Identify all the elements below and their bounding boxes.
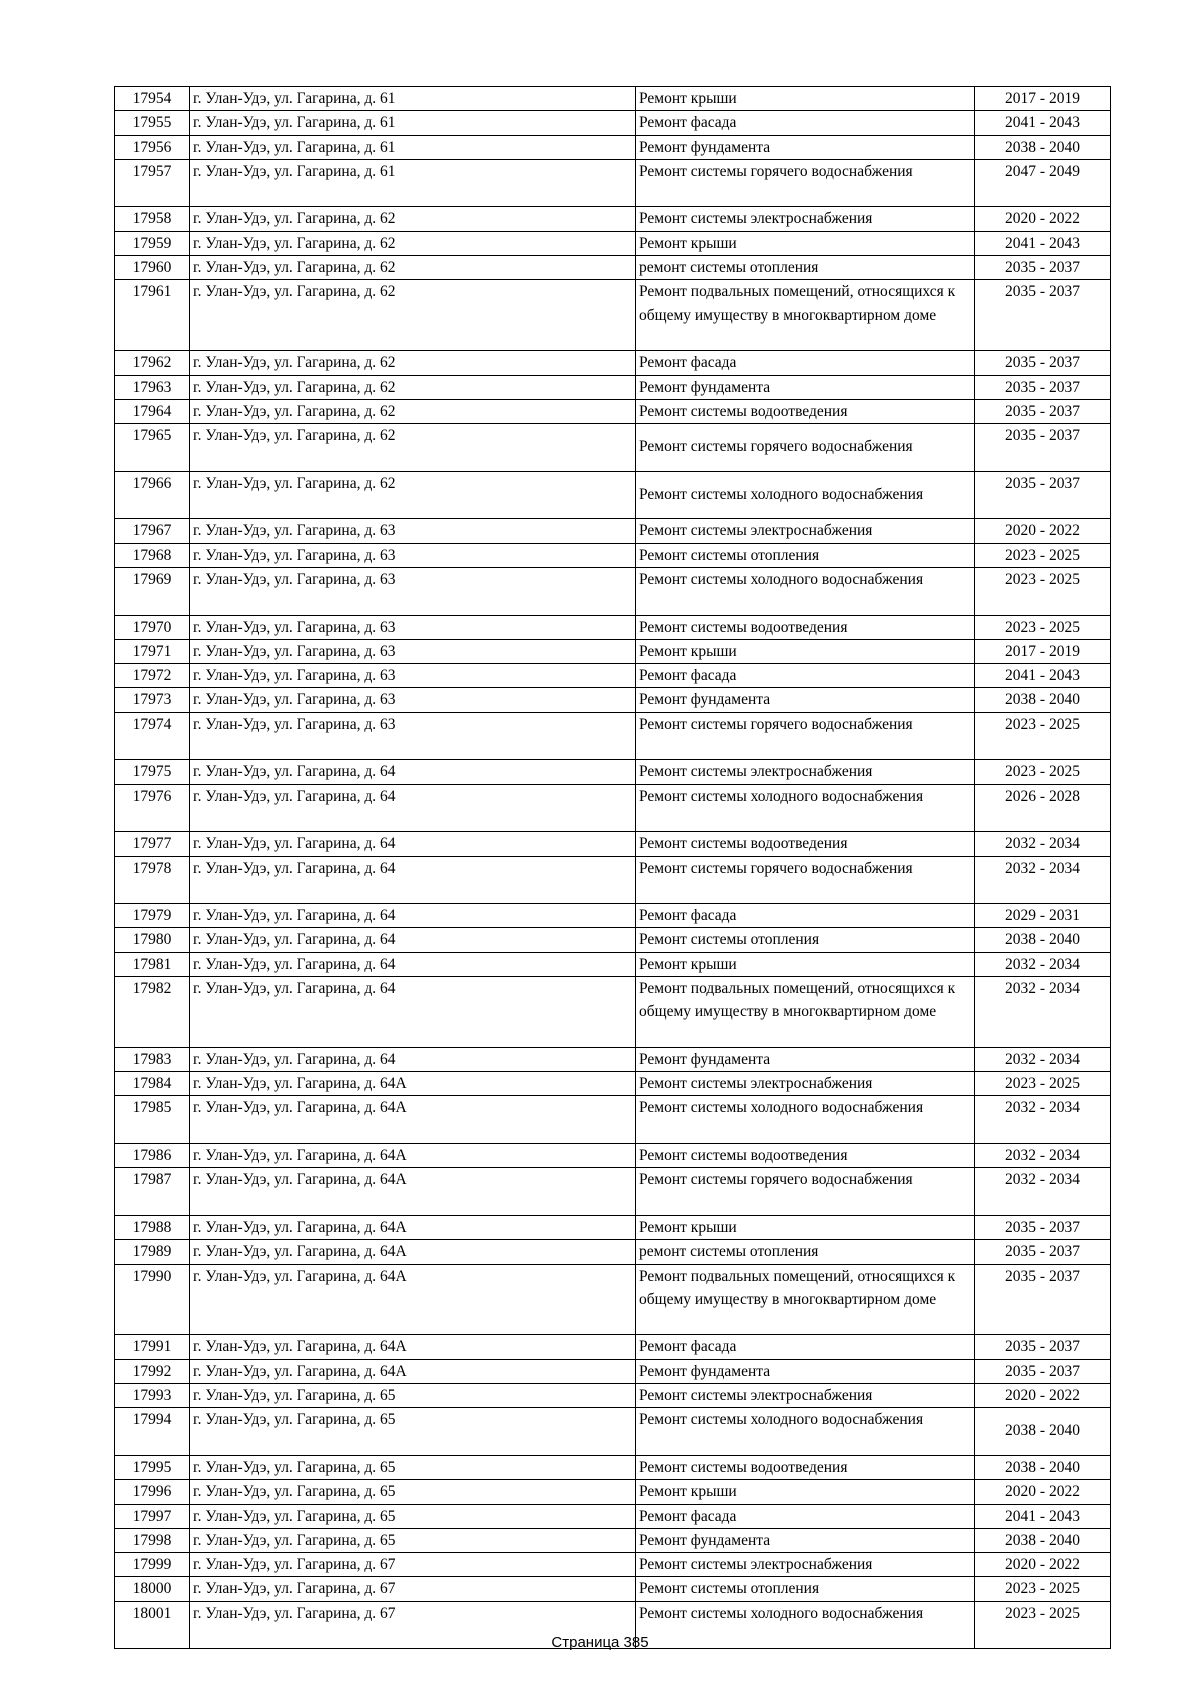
row-address: г. Улан-Удэ, ул. Гагарина, д. 64 (190, 1047, 636, 1071)
table-row (115, 135, 1111, 159)
row-years: 2023 - 2025 (975, 567, 1111, 615)
row-work-type: Ремонт фасада (636, 1335, 975, 1359)
row-years: 2035 - 2037 (975, 256, 1111, 280)
table-row (115, 1384, 1111, 1408)
row-number: 18000 (115, 1577, 190, 1601)
table-row (115, 1504, 1111, 1528)
row-years: 2035 - 2037 (975, 424, 1111, 472)
row-years: 2038 - 2040 (975, 1528, 1111, 1552)
repair-schedule-table (114, 86, 1111, 1649)
row-years: 2038 - 2040 (975, 1408, 1111, 1456)
row-number: 17954 (115, 87, 190, 111)
row-years: 2020 - 2022 (975, 519, 1111, 543)
table-row (115, 399, 1111, 423)
table-row (115, 664, 1111, 688)
row-number: 17967 (115, 519, 190, 543)
row-work-type: Ремонт системы холодного водоснабжения (636, 784, 975, 832)
row-work-type: Ремонт системы холодного водоснабжения (636, 1601, 975, 1649)
row-work-type: Ремонт фундамента (636, 688, 975, 712)
row-address: г. Улан-Удэ, ул. Гагарина, д. 64 (190, 976, 636, 1047)
row-work-type: Ремонт фасада (636, 664, 975, 688)
row-work-type: Ремонт системы горячего водоснабжения (636, 1168, 975, 1216)
row-number: 17962 (115, 351, 190, 375)
table-row (115, 424, 1111, 472)
row-number: 17986 (115, 1144, 190, 1168)
row-work-type: Ремонт фасада (636, 351, 975, 375)
row-years: 2038 - 2040 (975, 1455, 1111, 1479)
row-address: г. Улан-Удэ, ул. Гагарина, д. 62 (190, 231, 636, 255)
row-number: 17961 (115, 280, 190, 351)
row-address: г. Улан-Удэ, ул. Гагарина, д. 64 (190, 928, 636, 952)
row-address: г. Улан-Удэ, ул. Гагарина, д. 62 (190, 280, 636, 351)
row-work-type: ремонт системы отопления (636, 1240, 975, 1264)
row-number: 17960 (115, 256, 190, 280)
row-years: 2035 - 2037 (975, 375, 1111, 399)
row-work-type: Ремонт фасада (636, 1504, 975, 1528)
row-work-type: Ремонт крыши (636, 1480, 975, 1504)
table-row (115, 615, 1111, 639)
row-address: г. Улан-Удэ, ул. Гагарина, д. 64А (190, 1240, 636, 1264)
row-work-type: Ремонт фундамента (636, 1047, 975, 1071)
row-number: 17984 (115, 1072, 190, 1096)
row-number: 17996 (115, 1480, 190, 1504)
row-number: 17983 (115, 1047, 190, 1071)
row-work-type: Ремонт крыши (636, 1215, 975, 1239)
row-address: г. Улан-Удэ, ул. Гагарина, д. 62 (190, 351, 636, 375)
row-work-type: Ремонт подвальных помещений, относящихся к общему имуществу в многоквартирном доме (636, 976, 975, 1047)
row-work-type: Ремонт системы электроснабжения (636, 519, 975, 543)
table-row (115, 567, 1111, 615)
row-years: 2032 - 2034 (975, 1047, 1111, 1071)
row-number: 17978 (115, 856, 190, 904)
row-years: 2041 - 2043 (975, 111, 1111, 135)
table-row (115, 280, 1111, 351)
table-row (115, 1408, 1111, 1456)
row-address: г. Улан-Удэ, ул. Гагарина, д. 64А (190, 1264, 636, 1335)
table-row (115, 952, 1111, 976)
row-number: 18001 (115, 1601, 190, 1649)
row-address: г. Улан-Удэ, ул. Гагарина, д. 64 (190, 760, 636, 784)
row-address: г. Улан-Удэ, ул. Гагарина, д. 62 (190, 375, 636, 399)
row-work-type: Ремонт фасада (636, 904, 975, 928)
row-years: 2035 - 2037 (975, 351, 1111, 375)
table-row (115, 1553, 1111, 1577)
row-number: 17999 (115, 1553, 190, 1577)
row-years: 2032 - 2034 (975, 856, 1111, 904)
row-address: г. Улан-Удэ, ул. Гагарина, д. 65 (190, 1455, 636, 1479)
row-years: 2023 - 2025 (975, 1577, 1111, 1601)
row-number: 17989 (115, 1240, 190, 1264)
row-address: г. Улан-Удэ, ул. Гагарина, д. 67 (190, 1601, 636, 1649)
row-years: 2041 - 2043 (975, 1504, 1111, 1528)
table-row (115, 375, 1111, 399)
page-number: Страница 385 (551, 1634, 649, 1651)
row-address: г. Улан-Удэ, ул. Гагарина, д. 64А (190, 1072, 636, 1096)
row-work-type: Ремонт системы горячего водоснабжения (636, 424, 975, 472)
row-work-type: Ремонт системы водоотведения (636, 1144, 975, 1168)
table-row (115, 1215, 1111, 1239)
row-address: г. Улан-Удэ, ул. Гагарина, д. 64А (190, 1359, 636, 1383)
row-address: г. Улан-Удэ, ул. Гагарина, д. 63 (190, 615, 636, 639)
row-number: 17958 (115, 207, 190, 231)
row-number: 17974 (115, 712, 190, 760)
row-number: 17963 (115, 375, 190, 399)
row-years: 2023 - 2025 (975, 1072, 1111, 1096)
row-work-type: Ремонт системы горячего водоснабжения (636, 712, 975, 760)
table-row (115, 688, 1111, 712)
row-number: 17981 (115, 952, 190, 976)
row-address: г. Улан-Удэ, ул. Гагарина, д. 64 (190, 952, 636, 976)
row-work-type: Ремонт системы отопления (636, 928, 975, 952)
row-address: г. Улан-Удэ, ул. Гагарина, д. 62 (190, 207, 636, 231)
row-number: 17994 (115, 1408, 190, 1456)
row-work-type: Ремонт крыши (636, 231, 975, 255)
row-address: г. Улан-Удэ, ул. Гагарина, д. 65 (190, 1528, 636, 1552)
row-years: 2032 - 2034 (975, 952, 1111, 976)
row-address: г. Улан-Удэ, ул. Гагарина, д. 64 (190, 784, 636, 832)
row-address: г. Улан-Удэ, ул. Гагарина, д. 64А (190, 1168, 636, 1216)
row-years: 2023 - 2025 (975, 712, 1111, 760)
row-address: г. Улан-Удэ, ул. Гагарина, д. 64А (190, 1335, 636, 1359)
row-address: г. Улан-Удэ, ул. Гагарина, д. 63 (190, 639, 636, 663)
row-address: г. Улан-Удэ, ул. Гагарина, д. 62 (190, 399, 636, 423)
row-address: г. Улан-Удэ, ул. Гагарина, д. 61 (190, 135, 636, 159)
table-row (115, 351, 1111, 375)
repair-schedule-body (115, 87, 1111, 1649)
row-years: 2023 - 2025 (975, 543, 1111, 567)
table-row (115, 1335, 1111, 1359)
row-years: 2041 - 2043 (975, 231, 1111, 255)
row-work-type: Ремонт системы электроснабжения (636, 207, 975, 231)
row-address: г. Улан-Удэ, ул. Гагарина, д. 63 (190, 543, 636, 567)
row-address: г. Улан-Удэ, ул. Гагарина, д. 61 (190, 159, 636, 207)
table-row (115, 639, 1111, 663)
row-work-type: Ремонт системы отопления (636, 1577, 975, 1601)
table-row (115, 856, 1111, 904)
table-row (115, 1168, 1111, 1216)
row-work-type: ремонт системы отопления (636, 256, 975, 280)
row-work-type: Ремонт системы водоотведения (636, 399, 975, 423)
row-number: 17964 (115, 399, 190, 423)
row-address: г. Улан-Удэ, ул. Гагарина, д. 63 (190, 688, 636, 712)
row-number: 17966 (115, 471, 190, 519)
row-number: 17956 (115, 135, 190, 159)
table-row (115, 1096, 1111, 1144)
row-number: 17972 (115, 664, 190, 688)
row-number: 17959 (115, 231, 190, 255)
row-number: 17991 (115, 1335, 190, 1359)
table-row (115, 1577, 1111, 1601)
row-address: г. Улан-Удэ, ул. Гагарина, д. 63 (190, 519, 636, 543)
row-years: 2020 - 2022 (975, 1480, 1111, 1504)
row-years: 2032 - 2034 (975, 1144, 1111, 1168)
row-work-type: Ремонт подвальных помещений, относящихся к общему имуществу в многоквартирном доме (636, 1264, 975, 1335)
row-work-type: Ремонт системы электроснабжения (636, 760, 975, 784)
row-number: 17980 (115, 928, 190, 952)
row-work-type: Ремонт системы холодного водоснабжения (636, 567, 975, 615)
table-row (115, 87, 1111, 111)
row-address: г. Улан-Удэ, ул. Гагарина, д. 67 (190, 1553, 636, 1577)
row-years: 2023 - 2025 (975, 1601, 1111, 1649)
row-number: 17971 (115, 639, 190, 663)
row-work-type: Ремонт системы электроснабжения (636, 1384, 975, 1408)
row-work-type: Ремонт крыши (636, 952, 975, 976)
row-years: 2035 - 2037 (975, 1215, 1111, 1239)
row-years: 2035 - 2037 (975, 1335, 1111, 1359)
table-row (115, 712, 1111, 760)
row-work-type: Ремонт подвальных помещений, относящихся к общему имуществу в многоквартирном доме (636, 280, 975, 351)
row-work-type: Ремонт системы водоотведения (636, 832, 975, 856)
table-row (115, 471, 1111, 519)
table-row (115, 231, 1111, 255)
row-years: 2047 - 2049 (975, 159, 1111, 207)
row-address: г. Улан-Удэ, ул. Гагарина, д. 65 (190, 1384, 636, 1408)
row-years: 2035 - 2037 (975, 280, 1111, 351)
row-address: г. Улан-Удэ, ул. Гагарина, д. 67 (190, 1577, 636, 1601)
table-row (115, 1047, 1111, 1071)
table-row (115, 519, 1111, 543)
row-work-type: Ремонт системы горячего водоснабжения (636, 159, 975, 207)
table-row (115, 1264, 1111, 1335)
row-address: г. Улан-Удэ, ул. Гагарина, д. 65 (190, 1480, 636, 1504)
row-address: г. Улан-Удэ, ул. Гагарина, д. 65 (190, 1504, 636, 1528)
row-number: 17968 (115, 543, 190, 567)
row-address: г. Улан-Удэ, ул. Гагарина, д. 64А (190, 1215, 636, 1239)
table-row (115, 784, 1111, 832)
row-years: 2020 - 2022 (975, 1384, 1111, 1408)
row-address: г. Улан-Удэ, ул. Гагарина, д. 62 (190, 256, 636, 280)
row-years: 2017 - 2019 (975, 87, 1111, 111)
table-row (115, 760, 1111, 784)
row-number: 17998 (115, 1528, 190, 1552)
row-work-type: Ремонт системы холодного водоснабжения (636, 471, 975, 519)
table-row (115, 928, 1111, 952)
row-address: г. Улан-Удэ, ул. Гагарина, д. 64 (190, 832, 636, 856)
row-work-type: Ремонт системы водоотведения (636, 615, 975, 639)
row-address: г. Улан-Удэ, ул. Гагарина, д. 65 (190, 1408, 636, 1456)
row-years: 2023 - 2025 (975, 760, 1111, 784)
row-years: 2032 - 2034 (975, 976, 1111, 1047)
table-row (115, 1240, 1111, 1264)
row-years: 2035 - 2037 (975, 1240, 1111, 1264)
row-years: 2038 - 2040 (975, 688, 1111, 712)
table-row (115, 1072, 1111, 1096)
row-years: 2035 - 2037 (975, 471, 1111, 519)
row-address: г. Улан-Удэ, ул. Гагарина, д. 64 (190, 904, 636, 928)
table-row (115, 543, 1111, 567)
row-years: 2035 - 2037 (975, 1359, 1111, 1383)
row-years: 2020 - 2022 (975, 207, 1111, 231)
row-number: 17990 (115, 1264, 190, 1335)
row-number: 17977 (115, 832, 190, 856)
row-number: 17987 (115, 1168, 190, 1216)
row-address: г. Улан-Удэ, ул. Гагарина, д. 61 (190, 87, 636, 111)
row-years: 2035 - 2037 (975, 1264, 1111, 1335)
row-work-type: Ремонт системы холодного водоснабжения (636, 1408, 975, 1456)
row-years: 2032 - 2034 (975, 1096, 1111, 1144)
row-work-type: Ремонт фундамента (636, 135, 975, 159)
row-work-type: Ремонт крыши (636, 87, 975, 111)
table-row (115, 207, 1111, 231)
row-number: 17982 (115, 976, 190, 1047)
row-address: г. Улан-Удэ, ул. Гагарина, д. 63 (190, 664, 636, 688)
row-number: 17957 (115, 159, 190, 207)
row-work-type: Ремонт системы электроснабжения (636, 1072, 975, 1096)
row-work-type: Ремонт системы водоотведения (636, 1455, 975, 1479)
row-years: 2038 - 2040 (975, 928, 1111, 952)
row-number: 17970 (115, 615, 190, 639)
row-address: г. Улан-Удэ, ул. Гагарина, д. 61 (190, 111, 636, 135)
row-work-type: Ремонт крыши (636, 639, 975, 663)
row-address: г. Улан-Удэ, ул. Гагарина, д. 64А (190, 1144, 636, 1168)
row-number: 17965 (115, 424, 190, 472)
row-years: 2032 - 2034 (975, 1168, 1111, 1216)
table-row (115, 1359, 1111, 1383)
row-number: 17975 (115, 760, 190, 784)
row-address: г. Улан-Удэ, ул. Гагарина, д. 63 (190, 712, 636, 760)
row-work-type: Ремонт фундамента (636, 1528, 975, 1552)
row-work-type: Ремонт системы холодного водоснабжения (636, 1096, 975, 1144)
row-number: 17976 (115, 784, 190, 832)
row-work-type: Ремонт системы электроснабжения (636, 1553, 975, 1577)
row-years: 2032 - 2034 (975, 832, 1111, 856)
row-number: 17979 (115, 904, 190, 928)
row-number: 17973 (115, 688, 190, 712)
table-row (115, 976, 1111, 1047)
row-number: 17955 (115, 111, 190, 135)
table-row (115, 904, 1111, 928)
table-row (115, 111, 1111, 135)
table-row (115, 1528, 1111, 1552)
table-row (115, 159, 1111, 207)
row-years: 2020 - 2022 (975, 1553, 1111, 1577)
row-number: 17969 (115, 567, 190, 615)
row-number: 17993 (115, 1384, 190, 1408)
table-row (115, 1480, 1111, 1504)
row-address: г. Улан-Удэ, ул. Гагарина, д. 64А (190, 1096, 636, 1144)
table-row (115, 832, 1111, 856)
row-years: 2038 - 2040 (975, 135, 1111, 159)
row-number: 17995 (115, 1455, 190, 1479)
row-years: 2017 - 2019 (975, 639, 1111, 663)
row-address: г. Улан-Удэ, ул. Гагарина, д. 63 (190, 567, 636, 615)
row-address: г. Улан-Удэ, ул. Гагарина, д. 64 (190, 856, 636, 904)
row-work-type: Ремонт системы отопления (636, 543, 975, 567)
row-number: 17992 (115, 1359, 190, 1383)
table-row (115, 1455, 1111, 1479)
row-years: 2029 - 2031 (975, 904, 1111, 928)
table-row (115, 256, 1111, 280)
row-number: 17997 (115, 1504, 190, 1528)
row-work-type: Ремонт фундамента (636, 375, 975, 399)
row-years: 2041 - 2043 (975, 664, 1111, 688)
row-work-type: Ремонт фасада (636, 111, 975, 135)
row-number: 17988 (115, 1215, 190, 1239)
row-years: 2023 - 2025 (975, 615, 1111, 639)
row-number: 17985 (115, 1096, 190, 1144)
row-work-type: Ремонт фундамента (636, 1359, 975, 1383)
row-years: 2035 - 2037 (975, 399, 1111, 423)
row-address: г. Улан-Удэ, ул. Гагарина, д. 62 (190, 471, 636, 519)
row-work-type: Ремонт системы горячего водоснабжения (636, 856, 975, 904)
row-years: 2026 - 2028 (975, 784, 1111, 832)
row-address: г. Улан-Удэ, ул. Гагарина, д. 62 (190, 424, 636, 472)
table-row (115, 1144, 1111, 1168)
